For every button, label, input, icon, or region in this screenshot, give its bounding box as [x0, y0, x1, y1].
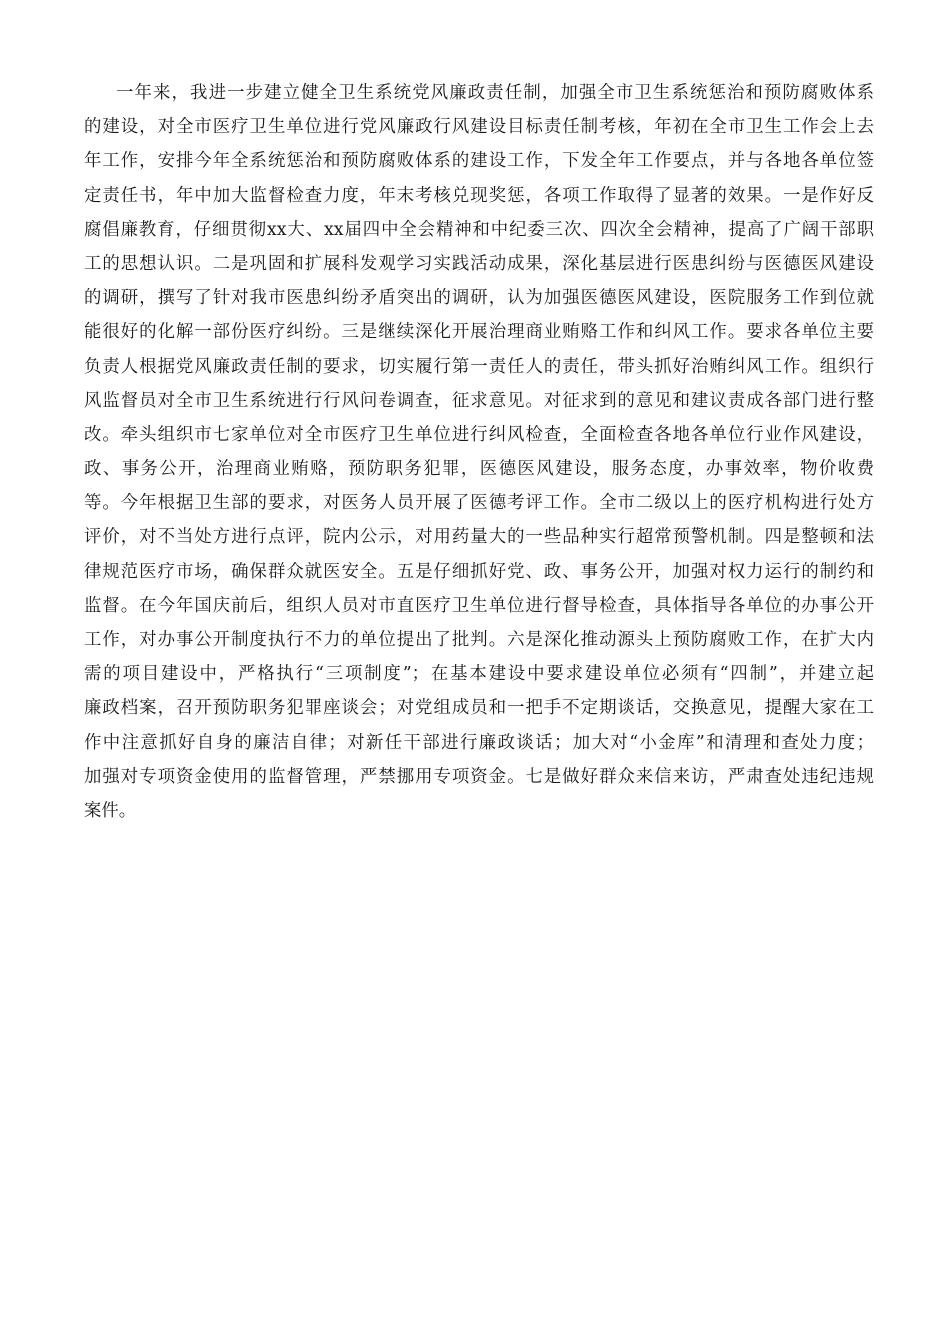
paragraph-line: 等。今年根据卫生部的要求，对医务人员开展了医德考评工作。全市二级以上的医疗机构进行处方 [84, 493, 874, 514]
paragraph-line: 负责人根据党风廉政责任制的要求，切实履行第一责任人的责任，带头抓好治贿纠风工作。组织行 [84, 356, 874, 377]
paragraph-line: 廉政档案，召开预防职务犯罪座谈会；对党组成员和一把手不定期谈话，交换意见，提醒大家在工 [84, 698, 874, 719]
paragraph-line: 工作，对办事公开制度执行不力的单位提出了批判。六是深化推动源头上预防腐败工作，在扩大内 [84, 630, 874, 650]
paragraph-line: 政、事务公开，治理商业贿赂，预防职务犯罪，医德医风建设，服务态度，办事效率，物价收费 [84, 459, 874, 480]
paragraph-line: 律规范医疗市场，确保群众就医安全。五是仔细抓好党、政、事务公开，加强对权力运行的制约和 [84, 561, 874, 582]
paragraph-line: 需的项目建设中，严格执行“三项制度”；在基本建设中要求建设单位必须有“四制”，并建立起 [84, 664, 874, 685]
paragraph-line: 的调研，撰写了针对我市医患纠纷矛盾突出的调研，认为加强医德医风建设，医院服务工作到位就 [84, 288, 874, 309]
paragraph-line: 改。牵头组织市七家单位对全市医疗卫生单位进行纠风检查，全面检查各地各单位行业作风建设， [84, 424, 874, 445]
paragraph-line: 的建设，对全市医疗卫生单位进行党风廉政行风建设目标责任制考核，年初在全市卫生工作会上去 [84, 117, 874, 138]
paragraph-line: 腐倡廉教育，仔细贯彻xx大、xx届四中全会精神和中纪委三次、四次全会精神，提高了广阔干部职 [84, 219, 874, 240]
paragraph-line: 案件。 [84, 800, 137, 821]
paragraph-line: 一年来，我进一步建立健全卫生系统党风廉政责任制，加强全市卫生系统惩治和预防腐败体系 [116, 83, 874, 103]
paragraph-line: 风监督员对全市卫生系统进行行风问卷调查，征求意见。对征求到的意见和建议责成各部门进行整 [84, 390, 874, 411]
paragraph-line: 监督。在今年国庆前后，组织人员对市直医疗卫生单位进行督导检查，具体指导各单位的办事公开 [84, 595, 874, 616]
paragraph-line: 评价，对不当处方进行点评，院内公示，对用药量大的一些品种实行超常预警机制。四是整顿和法 [84, 527, 874, 548]
paragraph-line: 工的思想认识。二是巩固和扩展科发观学习实践活动成果，深化基层进行医患纠纷与医德医风建设 [84, 253, 874, 274]
paragraph-line: 年工作，安排今年全系统惩治和预防腐败体系的建设工作，下发全年工作要点，并与各地各单位签 [84, 151, 874, 172]
paragraph-line: 作中注意抓好自身的廉洁自律；对新任干部进行廉政谈话；加大对“小金库”和清理和查处力度； [84, 732, 874, 753]
paragraph-line: 能很好的化解一部份医疗纠纷。三是继续深化开展治理商业贿赂工作和纠风工作。要求各单位主要 [84, 322, 874, 343]
paragraph-line: 定责任书，年中加大监督检查力度，年末考核兑现奖惩，各项工作取得了显著的效果。一是作好反 [84, 185, 874, 206]
body-paragraph [84, 76, 874, 828]
paragraph-line: 加强对专项资金使用的监督管理，严禁挪用专项资金。七是做好群众来信来访，严肃查处违纪违规 [84, 766, 874, 787]
